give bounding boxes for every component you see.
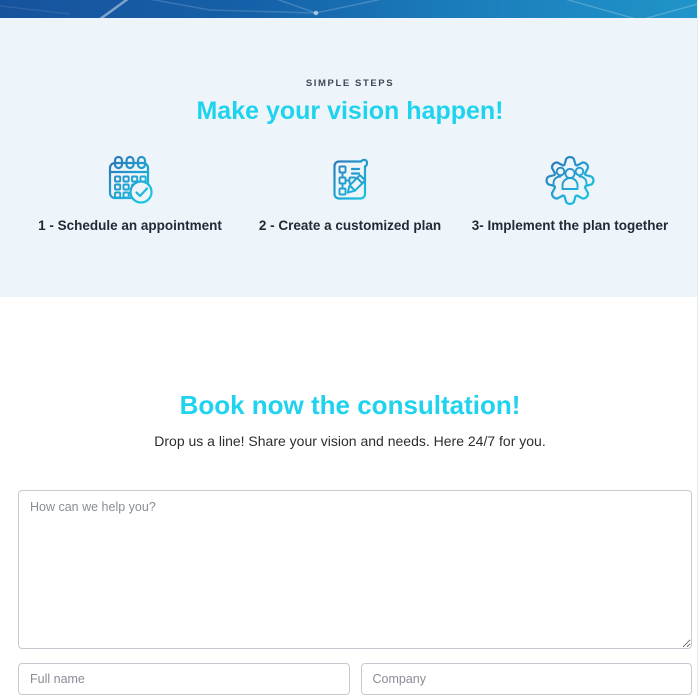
calendar-check-icon [102, 152, 158, 208]
step-implement-plan [460, 152, 680, 233]
form-fields-row [18, 663, 692, 695]
steps-section-title: Make your vision happen! [196, 97, 504, 125]
section-eyebrow: SIMPLE STEPS [305, 78, 395, 89]
message-textarea[interactable] [18, 490, 692, 649]
hero-image-strip [0, 0, 700, 18]
step-create-plan [240, 152, 460, 233]
booking-section-title: Book now the consultation! [179, 390, 521, 420]
company-input[interactable] [361, 663, 693, 695]
step-schedule-appointment [20, 152, 240, 233]
simple-steps-section [0, 18, 700, 297]
booking-section-subtitle: Drop us a line! Share your vision and needs. Here 24/7 for you. [154, 433, 546, 449]
step-label: 3- Implement the plan together [471, 218, 669, 233]
full-name-input[interactable] [18, 663, 350, 695]
gear-team-icon [542, 152, 598, 208]
network-lines-decoration [0, 0, 700, 18]
consultation-form [0, 490, 700, 695]
plan-document-icon [322, 152, 378, 208]
steps-row [0, 152, 700, 233]
booking-section [0, 297, 700, 695]
step-label: 1 - Schedule an appointment [38, 218, 222, 233]
step-label: 2 - Create a customized plan [258, 218, 442, 233]
